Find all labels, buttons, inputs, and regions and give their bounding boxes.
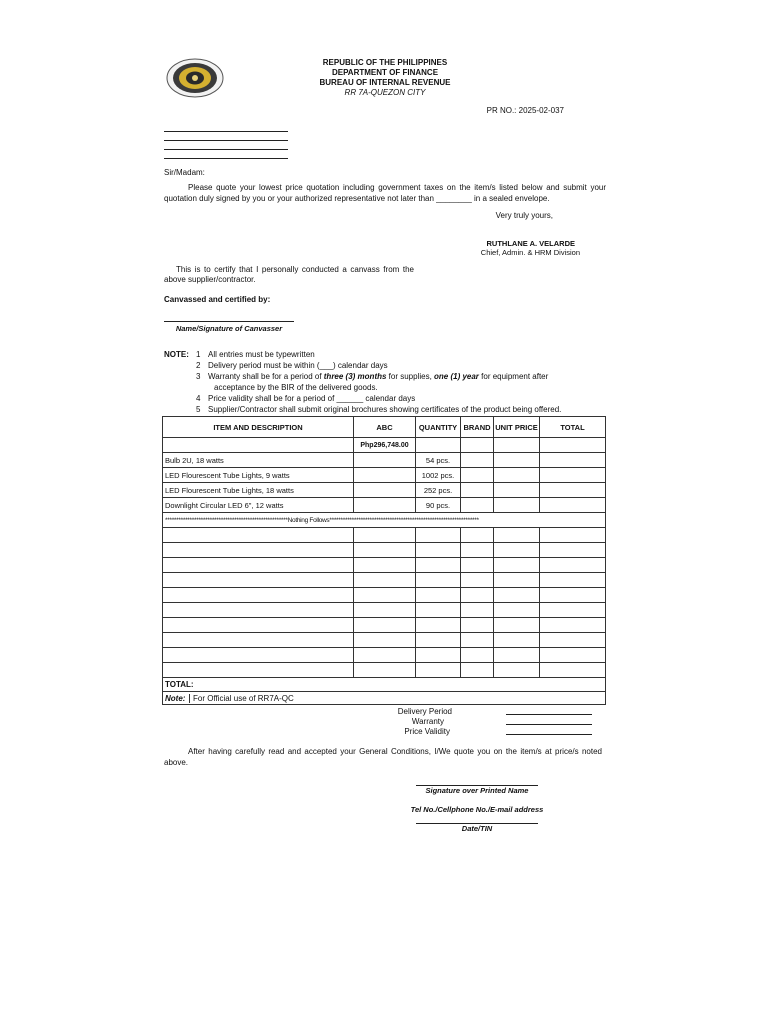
col-header-brand: BRAND <box>461 417 494 438</box>
header-republic: REPUBLIC OF THE PHILIPPINES <box>322 58 448 67</box>
agreement-line-2: above. <box>164 758 189 767</box>
notes-list <box>196 349 596 415</box>
note-2: 2 Delivery period must be within (___) calendar days <box>196 361 388 370</box>
table-header-row <box>163 417 606 438</box>
salutation: Sir/Madam: <box>164 168 205 177</box>
signature-printed-label: Signature over Printed Name <box>425 786 529 795</box>
footer-note-text: For Official use of RR7A-QC <box>193 693 294 703</box>
footer-note-row <box>163 692 606 705</box>
certify-line-1: This is to certify that I personally conducted a canvass from the <box>176 265 414 274</box>
canvasser-signature-line <box>164 321 294 322</box>
table-row <box>163 573 606 588</box>
warranty-label: Warranty <box>411 717 444 726</box>
table-row <box>163 543 606 558</box>
table-row <box>163 588 606 603</box>
table-row: Bulb 2U, 18 watts 54 pcs. <box>163 453 606 468</box>
note-label: NOTE: <box>164 350 189 359</box>
footer-note-label: Note: <box>165 694 190 703</box>
table-row: LED Flourescent Tube Lights, 18 watts 252 pcs. <box>163 483 606 498</box>
warranty-blank <box>506 724 592 725</box>
abc-total: Php296,748.00 <box>354 438 416 453</box>
note-5: 5 Supplier/Contractor shall submit original brochures showing certificates of the product being offered. <box>196 405 562 414</box>
col-header-unit-price: UNIT PRICE <box>494 417 540 438</box>
nothing-follows: *******************************************************Nothing Follows******************************************************************* <box>163 513 606 528</box>
total-label: TOTAL: <box>163 678 606 692</box>
table-row <box>163 603 606 618</box>
contact-label: Tel No./Cellphone No./E-mail address <box>410 805 544 814</box>
header-bureau: BUREAU OF INTERNAL REVENUE <box>319 78 451 87</box>
delivery-period-label: Delivery Period <box>397 707 452 716</box>
agreement-line-1: After having carefully read and accepted your General Conditions, I/We quote you on the item/s at price/s noted <box>188 747 602 756</box>
signatory-name: RUTHLANE A. VELARDE <box>486 239 575 248</box>
header-office: RR 7A-QUEZON CITY <box>344 88 426 97</box>
items-table <box>162 416 606 705</box>
price-validity-label: Price Validity <box>404 727 450 736</box>
addressee-line-3 <box>164 149 288 150</box>
nothing-follows-row <box>163 513 606 528</box>
note-3: 3 Warranty shall be for a period of three (3) months for supplies, one (1) year for equipment after <box>196 372 549 381</box>
delivery-period-blank <box>506 714 592 715</box>
total-row <box>163 678 606 692</box>
addressee-line-1 <box>164 131 288 132</box>
price-validity-blank <box>506 734 592 735</box>
closing: Very truly yours, <box>495 211 553 220</box>
addressee-line-2 <box>164 140 288 141</box>
body-line-1: Please quote your lowest price quotation including government taxes on the item/s listed below and submit your <box>188 183 606 192</box>
table-row: Downlight Circular LED 6", 12 watts 90 pcs. <box>163 498 606 513</box>
table-row <box>163 648 606 663</box>
note-4: 4 Price validity shall be for a period of ______ calendar days <box>196 394 416 403</box>
note-3-cont: acceptance by the BIR of the delivered goods. <box>214 383 378 392</box>
pr-number: PR NO.: 2025-02-037 <box>486 106 564 115</box>
canvassed-label: Canvassed and certified by: <box>164 295 271 304</box>
certify-line-2: above supplier/contractor. <box>164 275 256 284</box>
col-header-total: TOTAL <box>540 417 606 438</box>
header-department: DEPARTMENT OF FINANCE <box>331 68 439 77</box>
table-row <box>163 558 606 573</box>
note-1: 1 All entries must be typewritten <box>196 350 315 359</box>
col-header-quantity: QUANTITY <box>416 417 461 438</box>
table-row <box>163 528 606 543</box>
table-row <box>163 663 606 678</box>
table-row-abc <box>163 438 606 453</box>
table-row <box>163 618 606 633</box>
date-tin-label: Date/TIN <box>461 824 493 833</box>
signatory-title: Chief, Admin. & HRM Division <box>480 248 580 257</box>
col-header-abc: ABC <box>354 417 416 438</box>
col-header-item: ITEM AND DESCRIPTION <box>163 417 354 438</box>
canvasser-label: Name/Signature of Canvasser <box>175 324 283 333</box>
addressee-line-4 <box>164 158 288 159</box>
body-line-2: quotation duly signed by you or your authorized representative not later than ________ in a sealed envelope. <box>164 194 550 203</box>
table-row: LED Flourescent Tube Lights, 9 watts 1002 pcs. <box>163 468 606 483</box>
table-row <box>163 633 606 648</box>
